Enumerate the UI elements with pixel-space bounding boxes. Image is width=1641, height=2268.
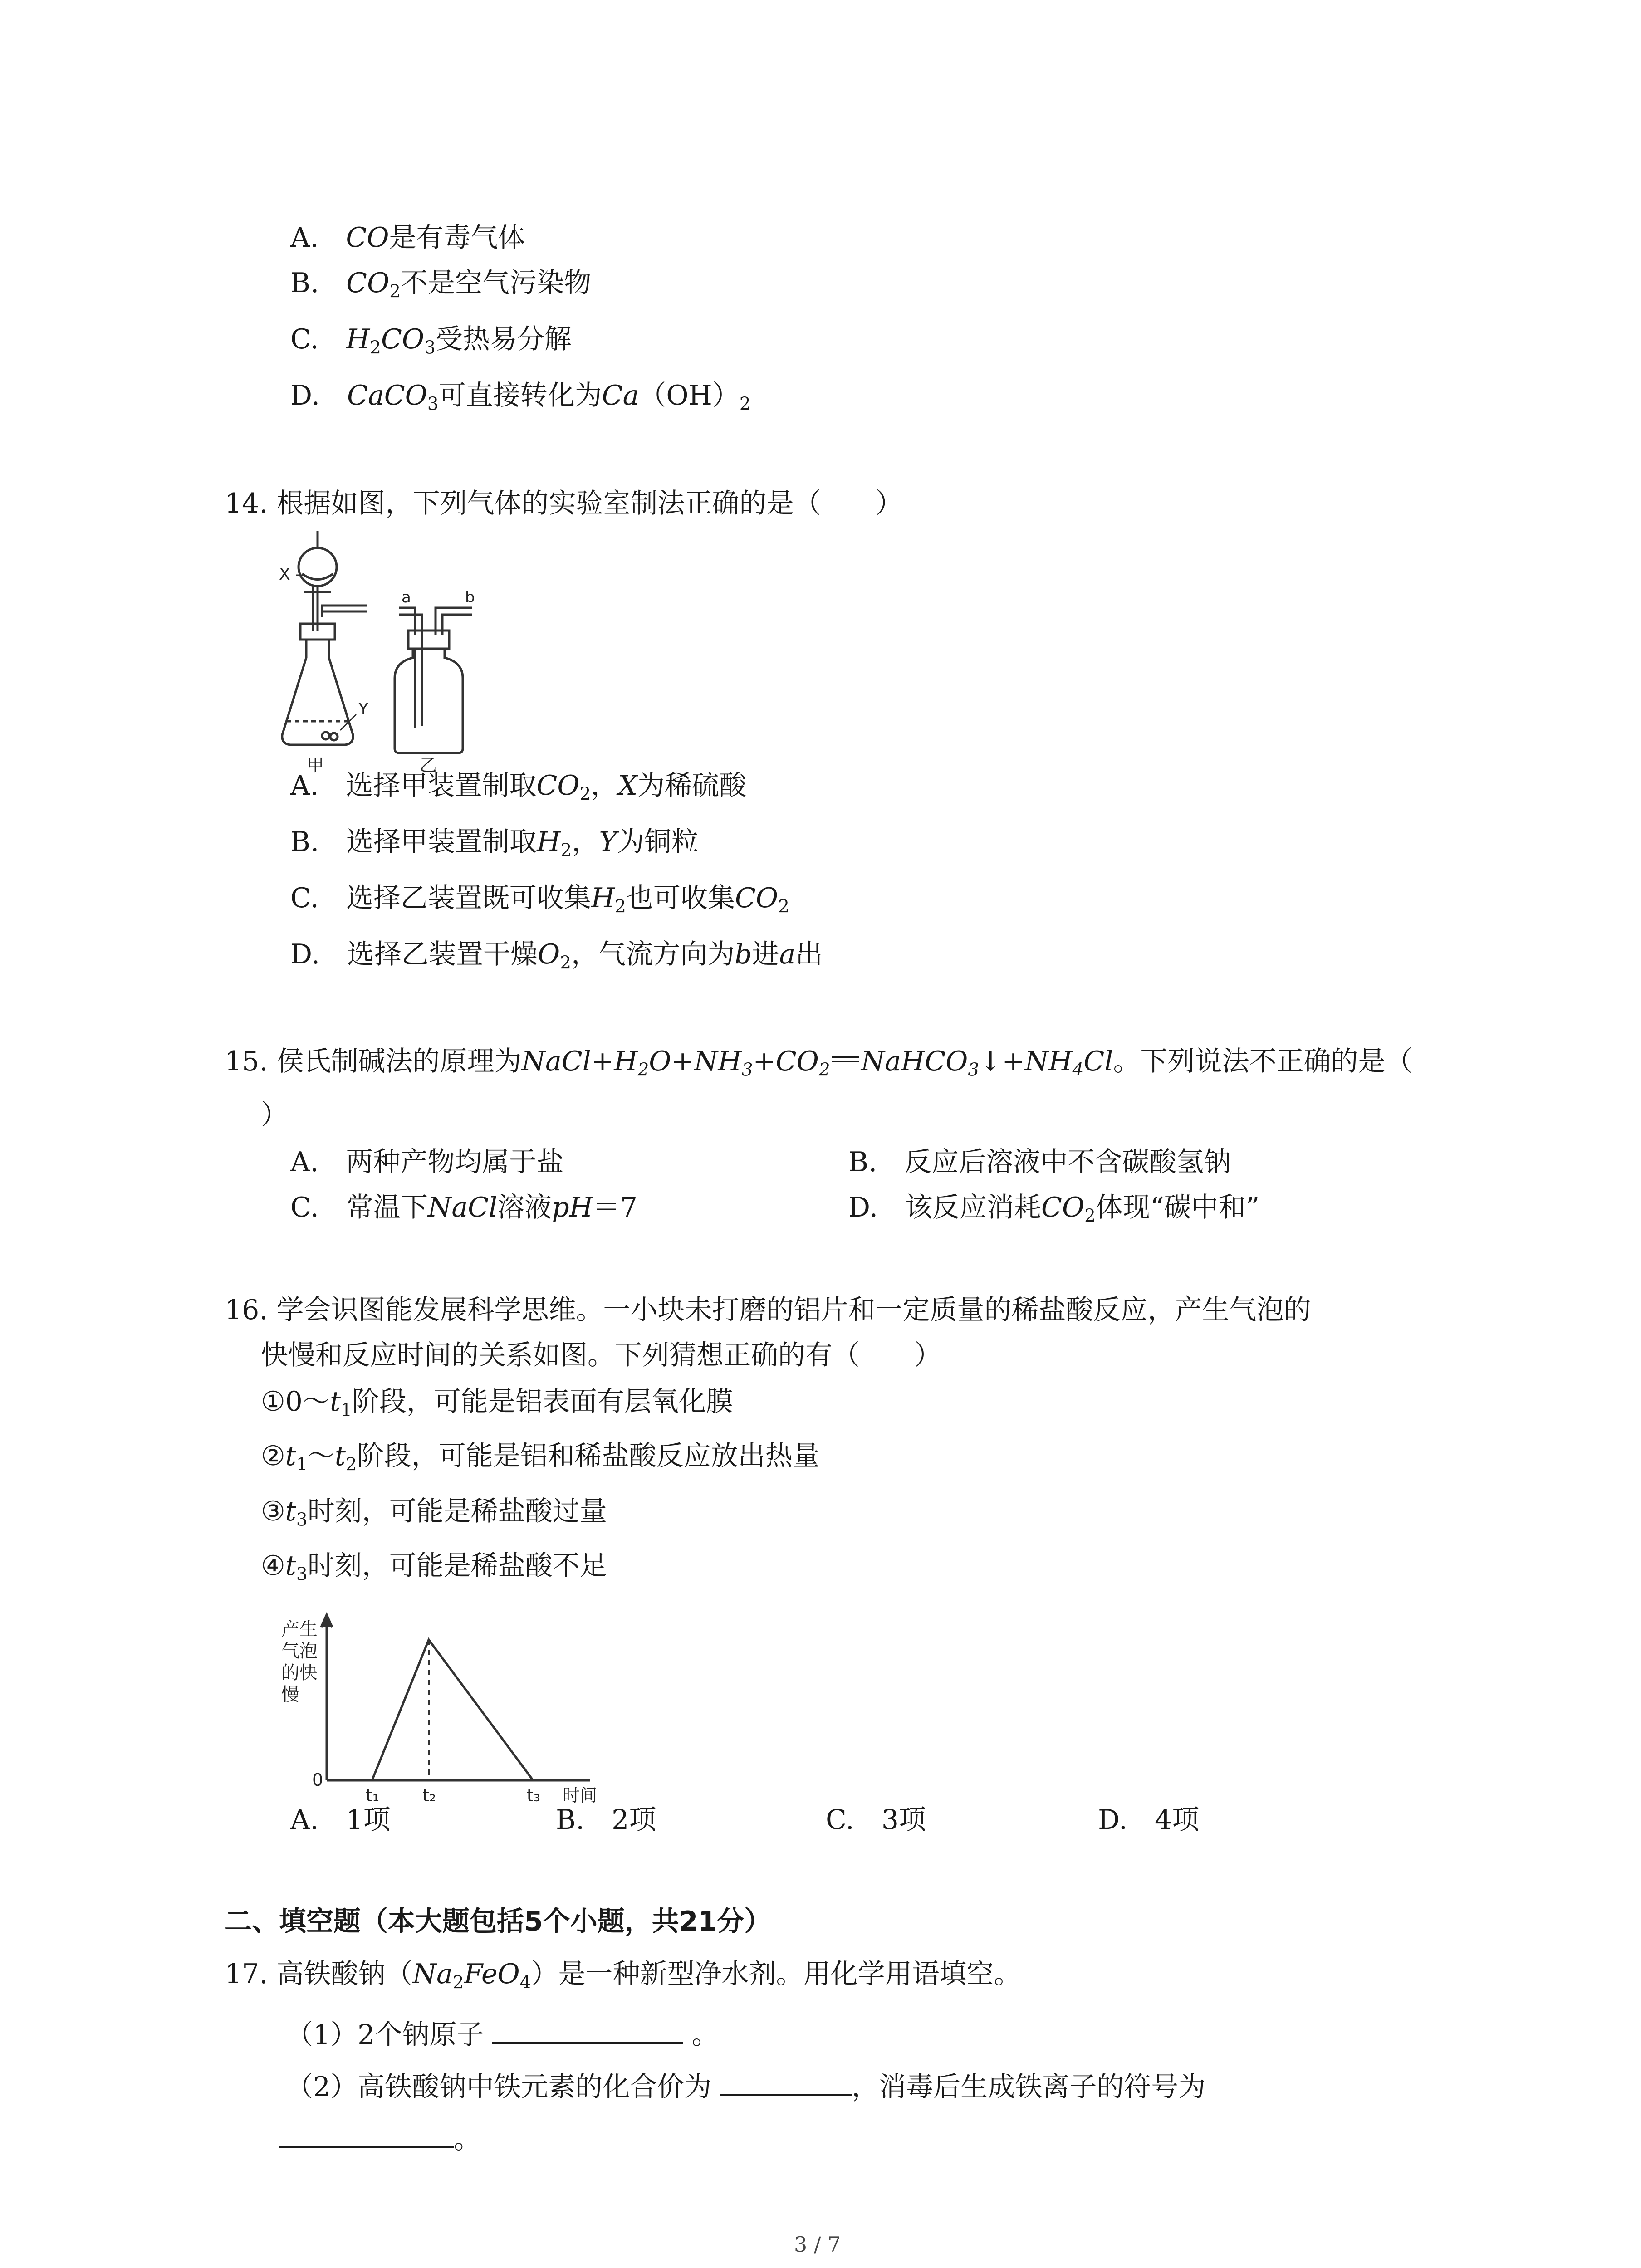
caption-jia: 甲: [307, 755, 324, 775]
q15-option-b: B. 反应后溶液中不含碳酸氢钠: [848, 1146, 1231, 1178]
q15-stem: 15. 侯氏制碱法的原理为$NaCl+H_2O+NH_3+CO_2$ $NaHCO_3↓+NH_4Cl$。下列说法不正确的是（: [225, 1046, 1413, 1080]
x-tick-label-3: t₃: [527, 1785, 541, 1805]
q16-option-c: C. 3项: [826, 1804, 926, 1836]
rate-series-line: [372, 1640, 533, 1780]
q16-stem-line1: 16. 学会识图能发展科学思维。一小块未打磨的铝片和一定质量的稀盐酸反应，产生气泡的: [225, 1294, 1311, 1326]
answer-blank-3[interactable]: [279, 2121, 454, 2148]
label-a: a: [402, 588, 411, 606]
section-2-title: 二、填空题（本大题包括5个小题，共21分）: [225, 1906, 772, 1937]
q17-part-2: （2）高铁酸钠中铁元素的化合价为 ，消毒后生成铁离子的符号为: [286, 2068, 1205, 2101]
q16-statement-4: $④t_3$时刻，可能是稀盐酸不足: [261, 1550, 607, 1585]
y-label-line-2: 气泡: [281, 1641, 318, 1662]
q14-option-b: B. 选择甲装置制取$H_2$，Y为铜粒: [290, 826, 699, 861]
q15-option-a: A. 两种产物均属于盐: [290, 1146, 564, 1178]
x-tick-label-1: t₁: [366, 1785, 380, 1805]
q16-statement-1: $①0\sim t_1$阶段，可能是铝表面有层氧化膜: [261, 1386, 733, 1421]
q17-part-1: （1）2个钠原子 。: [286, 2016, 719, 2048]
q16-option-d: D. 4项: [1098, 1804, 1200, 1836]
label-x: X: [279, 565, 290, 584]
label-y: Y: [358, 700, 368, 719]
q15-equation: $NaCl+H_2O+NH_3+CO_2$: [521, 1046, 830, 1080]
q13-option-b: B. $CO_2$不是空气污染物: [290, 267, 592, 302]
q16-rate-time-chart: [272, 1608, 617, 1812]
origin-label: 0: [312, 1770, 323, 1790]
q16-statement-3: $③t_3$时刻，可能是稀盐酸过量: [261, 1496, 607, 1530]
q13-option-d: D. CaCO$_3$可直接转化为$Ca(OH)_2$: [290, 380, 751, 415]
q14-stem: 14. 根据如图，下列气体的实验室制法正确的是（ ）: [225, 488, 903, 519]
x-label: 时间: [563, 1785, 598, 1805]
y-label-line-4: 慢: [281, 1684, 299, 1705]
funnel-liquid: [302, 574, 333, 580]
q17-stem: 17. 高铁酸钠$(Na_2FeO_4)$是一种新型净水剂。用化学用语填空。: [225, 1958, 1021, 1993]
equals-bar: [832, 1056, 859, 1062]
answer-blank-2[interactable]: [720, 2068, 852, 2096]
q16-stem-line2: 快慢和反应时间的关系如图。下列猜想正确的有（ ）: [261, 1339, 941, 1371]
q15-option-c: C. 常温下NaCl溶液pH＝7: [290, 1192, 638, 1223]
answer-blank-1[interactable]: [492, 2016, 683, 2044]
caption-yi: 乙: [420, 755, 437, 775]
q14-option-a: A. 选择甲装置制取$CO_2$，X为稀硫酸: [290, 770, 747, 805]
label-b: b: [465, 588, 475, 606]
q16-statement-2: $②t_1\sim t_2$阶段，可能是铝和稀盐酸反应放出热量: [261, 1440, 820, 1475]
q17-part-2-continued: 。: [279, 2121, 481, 2153]
page-number: 3 / 7: [794, 2232, 841, 2257]
q15-stem-close: ）: [261, 1099, 288, 1131]
q16-option-a: A. 1项: [290, 1804, 391, 1836]
y-label-line-1: 产生: [281, 1619, 318, 1640]
q14-option-c: C. 选择乙装置既可收集$H_2$也可收集$CO_2$: [290, 882, 789, 917]
gas-bottle: [395, 649, 463, 753]
y-label-line-3: 的快: [281, 1662, 318, 1683]
q13-option-c: C. $H_2CO_3$受热易分解: [290, 323, 572, 358]
q14-option-d: D. 选择乙装置干燥$O_2$，气流方向为b进a出: [290, 938, 823, 973]
q16-option-b: B. 2项: [556, 1804, 656, 1836]
q15-option-d: D. 该反应消耗$CO_2$体现“碳中和”: [848, 1192, 1260, 1227]
q14-apparatus-figure: [272, 522, 526, 776]
flask-side-tube: [322, 606, 367, 617]
q13-option-a: A. CO是有毒气体: [290, 222, 525, 254]
x-tick-label-2: t₂: [422, 1785, 436, 1805]
y-axis-arrow: [321, 1615, 332, 1627]
bottle-tube-a: [399, 608, 422, 726]
